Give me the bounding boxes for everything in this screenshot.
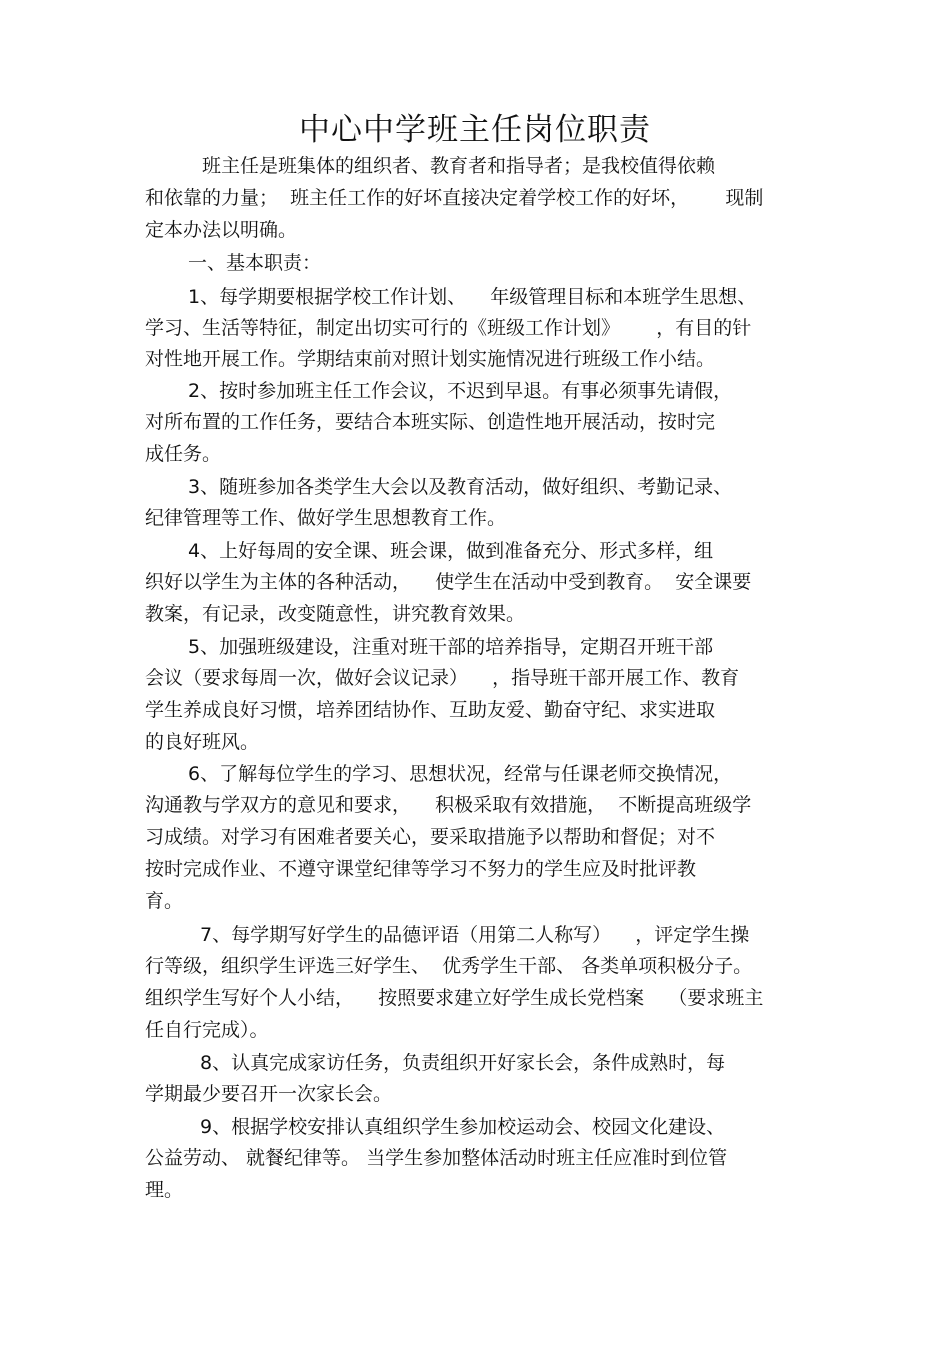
body-line: 学期最少要召开一次家长会。: [145, 1083, 393, 1105]
body-line: 8、认真完成家访任务，负责组织开好家长会，条件成熟时，每: [200, 1052, 726, 1074]
body-line: 定本办法以明确。: [145, 219, 298, 241]
body-line: 学生养成良好习惯，培养团结协作、互助友爱、勤奋守纪、求实进取: [145, 699, 716, 721]
body-line: 理。: [145, 1179, 184, 1201]
body-line: 3、随班参加各类学生大会以及教育活动，做好组织、考勤记录、: [188, 476, 733, 498]
body-line: 和依靠的力量； 班主任工作的好坏直接决定着学校工作的好坏， 现制: [145, 187, 764, 209]
body-line: 对性地开展工作。学期结束前对照计划实施情况进行班级工作小结。: [145, 348, 716, 370]
body-line: 对所布置的工作任务，要结合本班实际、创造性地开展活动，按时完: [145, 411, 716, 433]
body-line: 成任务。: [145, 443, 222, 465]
body-line: 行等级，组织学生评选三好学生、 优秀学生干部、 各类单项积极分子。: [145, 955, 753, 977]
body-line: 学习、生活等特征，制定出切实可行的《班级工作计划》 ，有目的针: [145, 317, 752, 339]
body-line: 6、了解每位学生的学习、思想状况，经常与任课老师交换情况，: [188, 763, 733, 785]
page-title: 中心中学班主任岗位职责: [299, 112, 651, 148]
body-line: 1、每学期要根据学校工作计划、 年级管理目标和本班学生思想、: [188, 286, 757, 308]
body-line: 按时完成作业、不遵守课堂纪律等学习不努力的学生应及时批评教: [145, 858, 697, 880]
body-line: 教案，有记录，改变随意性，讲究教育效果。: [145, 603, 526, 625]
body-line: 的良好班风。: [145, 731, 260, 753]
body-line: 任自行完成）。: [145, 1019, 269, 1041]
body-line: 4、上好每周的安全课、班会课，做到准备充分、形式多样，组: [188, 540, 714, 562]
body-line: 沟通教与学双方的意见和要求， 积极采取有效措施， 不断提高班级学: [145, 794, 752, 816]
body-line: 组织学生写好个人小结， 按照要求建立好学生成长党档案 （要求班主: [145, 987, 764, 1009]
body-line: 会议（要求每周一次，做好会议记录） ，指导班干部开展工作、教育: [145, 667, 740, 689]
body-line: 7、每学期写好学生的品德评语（用第二人称写） ，评定学生操: [200, 924, 750, 946]
body-line: 织好以学生为主体的各种活动， 使学生在活动中受到教育。 安全课要: [145, 571, 752, 593]
body-line: 班主任是班集体的组织者、教育者和指导者；是我校值得依赖: [202, 155, 716, 177]
body-line: 育。: [145, 890, 184, 912]
body-line: 5、加强班级建设，注重对班干部的培养指导，定期召开班干部: [188, 636, 714, 658]
body-line: 9、根据学校安排认真组织学生参加校运动会、校园文化建设、: [200, 1116, 726, 1138]
section-heading: 一、基本职责：: [188, 252, 322, 274]
body-line: 习成绩。对学习有困难者要关心，要采取措施予以帮助和督促；对不: [145, 826, 716, 848]
body-line: 2、按时参加班主任工作会议，不迟到早退。有事必须事先请假，: [188, 380, 733, 402]
body-line: 公益劳动、 就餐纪律等。 当学生参加整体活动时班主任应准时到位管: [145, 1147, 728, 1169]
body-line: 纪律管理等工作、做好学生思想教育工作。: [145, 507, 507, 529]
